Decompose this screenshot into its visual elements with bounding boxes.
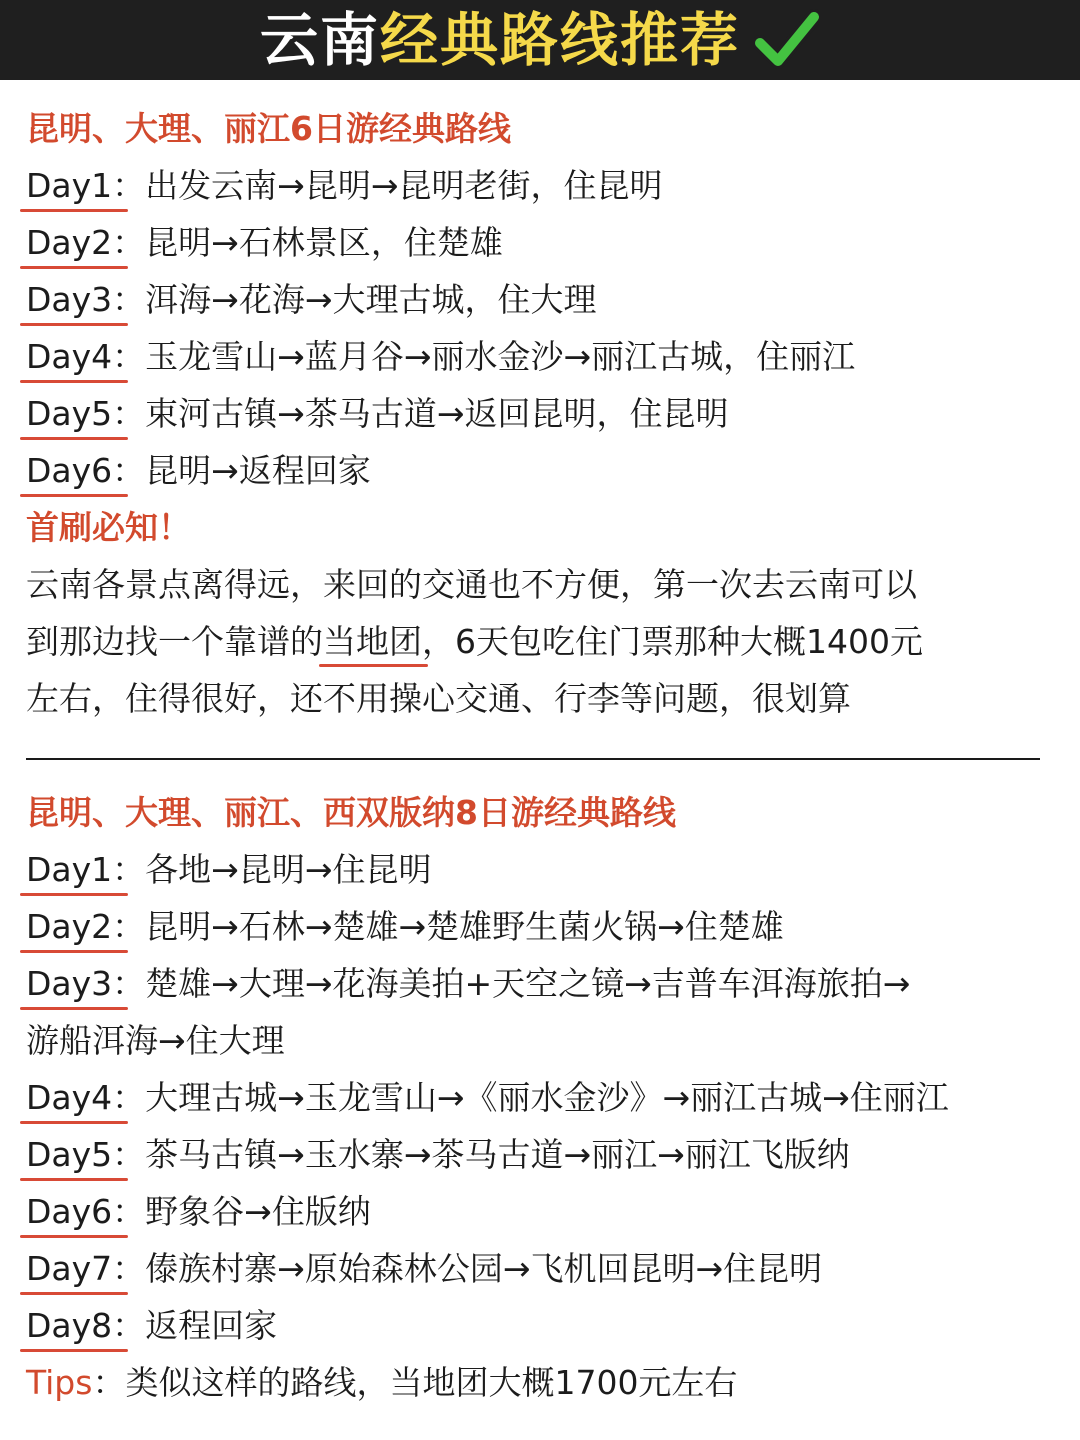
notice-line-1: 云南各景点离得远，来回的交通也不方便，第一次去云南可以 xyxy=(26,565,917,604)
day-colon: ： xyxy=(112,1192,146,1231)
day-text: 返程回家 xyxy=(145,1306,278,1345)
notice-line-2 xyxy=(26,613,923,670)
notice-line-3: 左右，住得很好，还不用操心交通、行李等问题，很划算 xyxy=(26,679,851,718)
route1-title: 昆明、大理、丽江6日游经典路线 xyxy=(26,109,511,148)
route2-day6-row xyxy=(26,1183,371,1240)
day-label: Day3 xyxy=(26,271,112,328)
day-label: Day2 xyxy=(26,898,112,955)
section-divider xyxy=(26,758,1040,760)
route2-day5-row xyxy=(26,1126,850,1183)
route2-day1-row xyxy=(26,841,431,898)
title-part-white: 云南 xyxy=(259,6,380,74)
tips-label: Tips xyxy=(26,1363,93,1402)
day-text: 傣族村寨→原始森林公园→飞机回昆明→住昆明 xyxy=(145,1249,823,1288)
route1-day6-row xyxy=(26,442,371,499)
notice-line-2-pre: 到那边找一个靠谱的 xyxy=(26,622,323,661)
day-colon: ： xyxy=(112,907,146,946)
day-text: 昆明→返程回家 xyxy=(145,451,371,490)
route2-day3-continuation: 游船洱海→住大理 xyxy=(26,1021,285,1060)
day-text: 大理古城→玉龙雪山→《丽水金沙》→丽江古城→住丽江 xyxy=(145,1078,949,1117)
day-label: Day4 xyxy=(26,328,112,385)
day-colon: ： xyxy=(112,280,146,319)
day-text: 野象谷→住版纳 xyxy=(145,1192,371,1231)
route2-day8-row xyxy=(26,1297,277,1354)
day-colon: ： xyxy=(112,223,146,262)
day-colon: ： xyxy=(112,394,146,433)
route2-day3-row xyxy=(26,955,910,1012)
day-colon: ： xyxy=(112,964,146,1003)
day-text: 昆明→石林→楚雄→楚雄野生菌火锅→住楚雄 xyxy=(145,907,784,946)
day-label: Day5 xyxy=(26,385,112,442)
title-part-yellow: 经典路线推荐 xyxy=(380,6,741,74)
day-text: 洱海→花海→大理古城，住大理 xyxy=(145,280,597,319)
day-label: Day1 xyxy=(26,157,112,214)
day-text: 束河古镇→茶马古道→返回昆明，住昆明 xyxy=(145,394,729,433)
day-text: 昆明→石林景区，住楚雄 xyxy=(145,223,503,262)
route1-day3-row xyxy=(26,271,596,328)
route2-day2-row xyxy=(26,898,784,955)
day-text: 出发云南→昆明→昆明老街，住昆明 xyxy=(145,166,663,205)
route1-day5-row xyxy=(26,385,728,442)
day-colon: ： xyxy=(112,337,146,376)
day-label: Day8 xyxy=(26,1297,112,1354)
route2-day4-row xyxy=(26,1069,949,1126)
day-label: Day7 xyxy=(26,1240,112,1297)
day-colon: ： xyxy=(112,451,146,490)
check-icon xyxy=(754,7,820,73)
route2-day7-row xyxy=(26,1240,822,1297)
day-text: 玉龙雪山→蓝月谷→丽水金沙→丽江古城，住丽江 xyxy=(145,337,856,376)
route1-day4-row xyxy=(26,328,855,385)
header-banner xyxy=(0,0,1080,80)
day-text: 楚雄→大理→花海美拍+天空之镜→吉普车洱海旅拍→ xyxy=(145,964,911,1003)
day-colon: ： xyxy=(112,1078,146,1117)
day-text: 茶马古镇→玉水寨→茶马古道→丽江→丽江飞版纳 xyxy=(145,1135,850,1174)
day-label: Day6 xyxy=(26,442,112,499)
tips-row xyxy=(26,1354,737,1411)
route2-title: 昆明、大理、丽江、西双版纳8日游经典路线 xyxy=(26,793,676,832)
tips-colon: ： xyxy=(92,1363,126,1402)
day-colon: ： xyxy=(112,1306,146,1345)
day-label: Day4 xyxy=(26,1069,112,1126)
route1-day1-row xyxy=(26,157,662,214)
day-label: Day5 xyxy=(26,1126,112,1183)
day-colon: ： xyxy=(112,1249,146,1288)
tips-text: 类似这样的路线，当地团大概1700元左右 xyxy=(125,1363,738,1402)
day-label: Day1 xyxy=(26,841,112,898)
page-title xyxy=(260,0,740,80)
day-colon: ： xyxy=(112,166,146,205)
route1-day2-row xyxy=(26,214,503,271)
notice-line-2-post: ，6天包吃住门票那种大概1400元 xyxy=(422,622,923,661)
local-tour-highlight: 当地团 xyxy=(323,613,422,670)
day-label: Day6 xyxy=(26,1183,112,1240)
notice-title: 首刷必知！ xyxy=(26,508,191,547)
day-label: Day3 xyxy=(26,955,112,1012)
day-text: 各地→昆明→住昆明 xyxy=(145,850,432,889)
day-colon: ： xyxy=(112,850,146,889)
day-colon: ： xyxy=(112,1135,146,1174)
day-label: Day2 xyxy=(26,214,112,271)
